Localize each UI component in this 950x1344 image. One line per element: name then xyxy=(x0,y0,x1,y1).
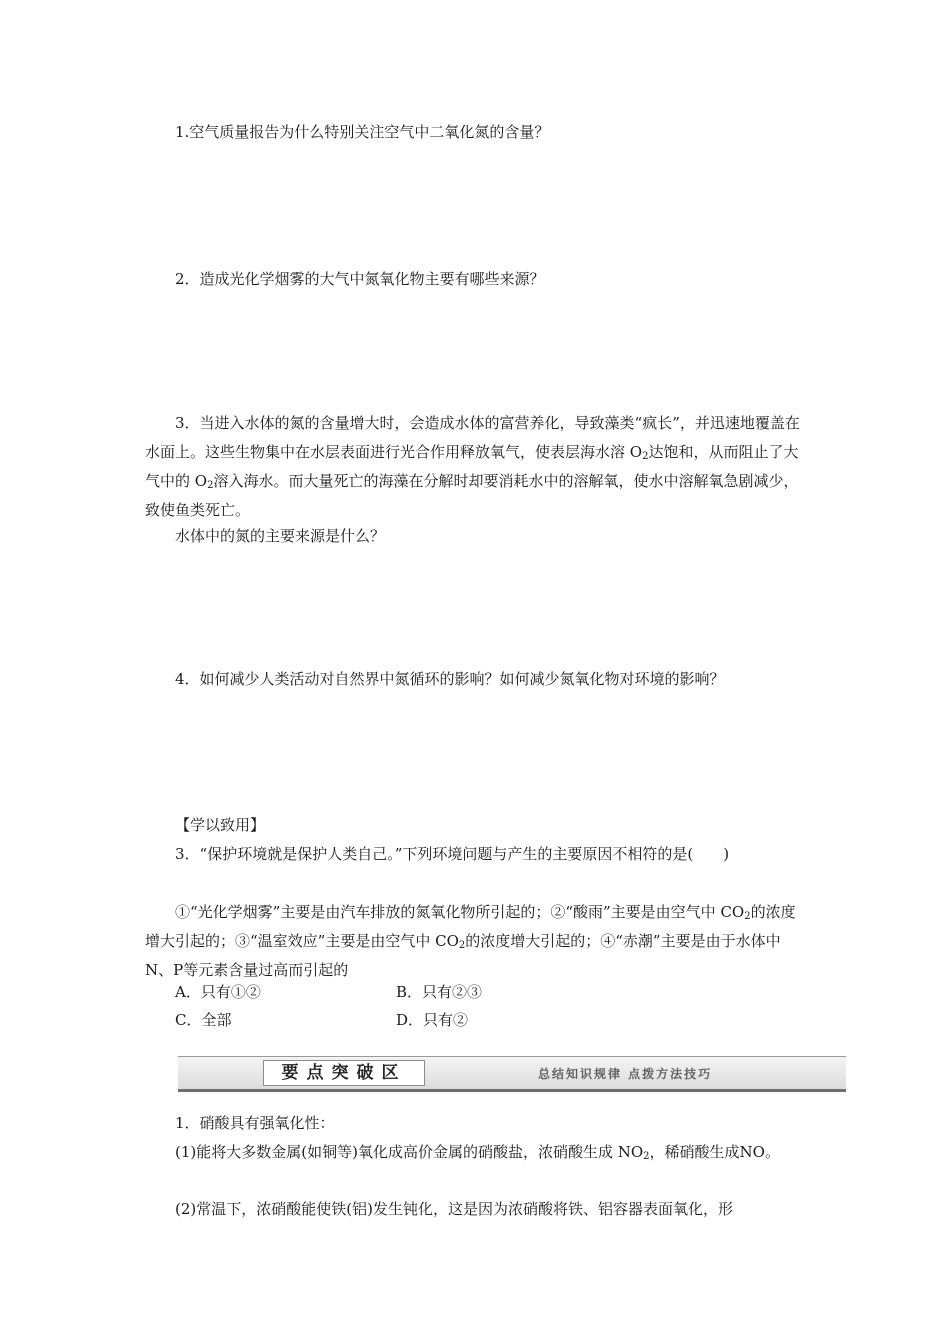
point-1-2: (2)常温下，浓硝酸能使铁(铝)发生钝化，这是因为浓硝酸将铁、铝容器表面氧化，形 xyxy=(175,1200,733,1218)
subscript: 2 xyxy=(207,480,214,491)
apply-question-stem: 3．“保护环境就是保护人类自己。”下列环境问题与产生的主要原因不相符的是( ) xyxy=(175,845,730,863)
question-4: 4．如何减少人类活动对自然界中氮循环的影响？如何减少氮氧化物对环境的影响？ xyxy=(175,670,725,688)
option-c: C．全部 xyxy=(175,1011,232,1029)
question-3-ask: 水体中的氮的主要来源是什么？ xyxy=(175,527,386,545)
apply-question-description xyxy=(145,898,807,985)
point-1: 1．硝酸具有强氧化性： xyxy=(175,1114,335,1132)
option-a: A．只有①② xyxy=(175,983,261,1001)
description-text-b: 的浓度增大引起的；③“温室效应”主要是由空气中 CO xyxy=(145,903,796,950)
apply-heading: 【学以致用】 xyxy=(175,816,266,834)
point-1-1-text-b: ，稀硝酸生成NO。 xyxy=(649,1143,780,1161)
point-1-1 xyxy=(145,1138,807,1167)
option-d: D．只有② xyxy=(396,1011,469,1029)
section-banner xyxy=(178,1056,846,1092)
banner-title: 要点突破区 xyxy=(263,1060,425,1086)
description-text-a: ①“光化学烟雾”主要是由汽车排放的氮氧化物所引起的；②“酸雨”主要是由空气中 CO xyxy=(175,903,745,921)
question-3-text-a: 3．当进入水体的氮的含量增大时，会造成水体的富营养化，导致藻类“疯长”，并迅速地覆盖在水面上。这些生物集中在水层表面进行光合作用释放氧气，使表层海水溶 O xyxy=(145,414,800,461)
subscript: 2 xyxy=(458,940,466,951)
question-3-text-b: 达饱和，从而阻止了大气中的 O xyxy=(145,443,799,490)
question-2: 2．造成光化学烟雾的大气中氮氧化物主要有哪些来源？ xyxy=(175,270,545,288)
question-1: 1.空气质量报告为什么特别关注空气中二氧化氮的含量？ xyxy=(175,123,550,141)
subscript: 2 xyxy=(744,911,751,922)
option-b: B．只有②③ xyxy=(396,983,483,1001)
question-3-text-c: 溶入海水。而大量死亡的海藻在分解时却要消耗水中的溶解氧，使水中溶解氧急剧减少，致使鱼类死亡。 xyxy=(145,472,799,519)
description-text-c: 的浓度增大引起的；④“赤潮”主要是由于水体中N、P等元素含量过高而引起的 xyxy=(145,932,781,979)
question-3-passage xyxy=(145,409,807,525)
subscript: 2 xyxy=(643,1151,650,1162)
banner-subtitle: 总结知识规律 点拨方法技巧 xyxy=(538,1067,713,1081)
point-1-1-text-a: (1)能将大多数金属(如铜等)氧化成高价金属的硝酸盐，浓硝酸生成 NO xyxy=(175,1143,644,1161)
subscript: 2 xyxy=(642,451,649,462)
